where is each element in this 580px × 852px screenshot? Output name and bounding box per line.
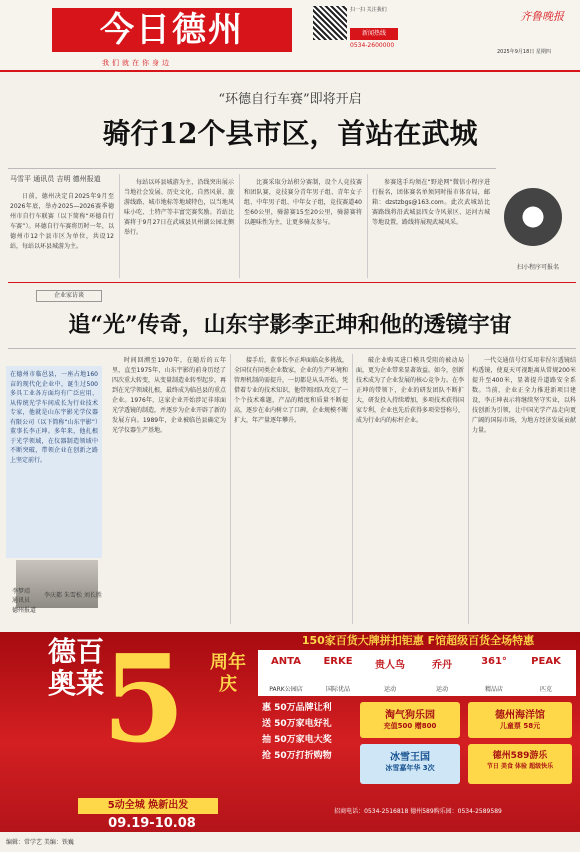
brand-sub-label: 运动 bbox=[383, 686, 396, 693]
wechat-qr-code bbox=[313, 6, 347, 40]
article2-headline: 追“光”传奇，山东宇影李正坤和他的透镜宇宙 bbox=[68, 312, 512, 338]
brand-sub-label: 国际优品 bbox=[325, 686, 350, 693]
section-tag: 企业家访谈 bbox=[36, 290, 102, 302]
masthead-logo: 今日德州 bbox=[52, 8, 292, 52]
brand-strip bbox=[258, 650, 576, 696]
article2-column-3: 破企业购买进口模具受阻的被动局面，更为企业带来显著效益。如今，创新技术成为了企业发展的核心竞争力。在李正坤的带领下，企业的研发团队不断扩大，研发投入持续增加，多项技术获得国家专利，企业也先后获得多项荣誉称号，成为行业内的标杆企业。 bbox=[356, 357, 464, 424]
article1-column-3: 比赛采取分站积分赛制，设个人竞技赛和团队赛，竞技赛分青年男子组、青年女子组、中年男子组、中年女子组，竞技赛道40至60公里，骑游赛15至20公里，骑游赛将以趣味性为主，让更多骑友参与。 bbox=[244, 179, 362, 226]
article1-headline: 骑行12个县市区，首站在武城 bbox=[102, 117, 478, 150]
divider bbox=[367, 174, 368, 278]
article2-column-2: 接手后，董事长李正坤面临众多挑战，全国仅有同类企业数家，企业的生产环境和管理机制尚需提升，一切都是从头开始。凭借着专业的技术知识，他带领团队攻克了一个个技术难题，产品的精度和质量不断提高，逐步在业内树立了口碑，企业规模不断扩大，年产量逐年攀升。 bbox=[234, 357, 348, 424]
brand-logo-qiaodan: 乔丹 bbox=[432, 660, 452, 671]
mini-program-qr-code bbox=[504, 188, 562, 246]
masthead-rule bbox=[0, 70, 580, 72]
ad-panel-amusement: 德州589游乐 节日 美食 体验 超级快乐 bbox=[468, 744, 572, 784]
divider bbox=[230, 354, 231, 624]
paper-name: 齐鲁晚报 bbox=[520, 10, 564, 23]
brand-sub-label: PARK公园店 bbox=[269, 686, 303, 693]
article2-column-4: 一代交通信号灯采用非涅尔透镜结构透镜，使夏天可视距离从常规200米提升至400米，显著提升道路安全系数。当前，企业正全力推进新项目建设，李正坤表示将继续坚守实业，以科技创新为引领，让中国光学产品走向更广阔的国际市场，为地方经济发展贡献力量。 bbox=[472, 357, 576, 434]
brand-logo-anta: ANTA bbox=[271, 656, 301, 667]
masthead-slogan: 我们就在你身边 bbox=[102, 59, 172, 67]
ad-panel-playground: 淘气狗乐园 充值500 赠800 bbox=[360, 702, 460, 738]
photo-caption-role: 通讯员 bbox=[12, 597, 31, 604]
brand-logo-erke: ERKE bbox=[323, 656, 353, 667]
ad-anniversary-text: 周年庆 bbox=[210, 652, 246, 695]
article1-column-2: 每站以环县城游为主，沿线突出展示当地社会发展、历史文化、自然风景、旅游线路、城市地标等地域特色，以当地风味小吃、土特产等丰富完赛奖励。首站比赛将于9月27日在武城县贝州湖公园北侧举行。 bbox=[124, 179, 234, 236]
divider bbox=[8, 348, 576, 349]
divider bbox=[119, 174, 120, 278]
brand-logo-guirenniao: 贵人鸟 bbox=[375, 660, 405, 671]
divider bbox=[8, 168, 496, 169]
article1-column-1: 日前，德州决定自2025年9月至2026年底，举办2025—2026赛季德州市自行车联赛（以下简称“环德自行车赛”）。环德自行车赛将历时一年，以德州市12个县市区为单位，共设12站，每站以环县城游为主。 bbox=[10, 193, 114, 250]
article1-byline: 马雪平 通讯员 吉明 德州报道 bbox=[10, 175, 101, 183]
brand-logo-peak: PEAK bbox=[531, 656, 561, 667]
brand-logo-361: 361° bbox=[481, 656, 507, 667]
ad-brand-name: 德百奥莱 bbox=[47, 635, 104, 700]
article1-column-4: 参赛选手均须在“野途网”微信小程序进行报名，团体赛名单须同时报市体育局，邮箱：dzstzbgs@163.com。此次武城站比赛路线将沿武城县四女寺风景区、运河古城等地设置，路线将展现武城风采。 bbox=[372, 179, 490, 226]
ad-anniversary-number: 5 bbox=[102, 629, 186, 770]
photo-caption-location: 德州报道 bbox=[12, 607, 37, 614]
coupon-line: 送 50万家电好礼 bbox=[262, 719, 332, 729]
article1-kicker: “环德自行车赛”即将开启 bbox=[218, 92, 362, 107]
ad-top-line: 150家百货大牌拼扣钜惠 F馆超级百货全场特惠 bbox=[301, 634, 535, 647]
brand-sub-label: 匹克 bbox=[539, 686, 552, 693]
qr-label: 扫一扫 关注我们 bbox=[350, 7, 387, 13]
divider bbox=[239, 174, 240, 278]
editor-note-box: 在德州市临邑县，一座占地160亩的现代化企业中，诞生过500多具工业各方面均有广泛应用、从传统光学车间成长为行业技术专家，他就是山东宇影光学仪器有限公司（以下简称“山东宇影”）董事长李正坤。多年来，他扎根于光学领域，在仪器制造领域中不断突破，带领企业在创新之路上坚定前行。 bbox=[6, 366, 102, 558]
ad-hotline: 招商电话：0534-2516818 德州589购乐园：0534-2589589 bbox=[334, 808, 502, 815]
photo-caption-name: 李梦靖 bbox=[12, 588, 31, 595]
coupon-line: 抢 50万打折购物 bbox=[262, 751, 332, 761]
article2-column-1: 时间回溯至1970年，在随后的五年里，直至1975年，山东宇影的前身历经了四次重大转变，从变量制造业转型起步，再到在光学领域扎根，最终成为临邑县的重点企业。1976年，这家企业开始涉足非球面光学透镜的制造，并逐步为企业开辟了新的发展方向。1989年，企业被临邑县确定为光学仪器生产基地。 bbox=[112, 357, 226, 434]
hotline-number: 0534-2600000 bbox=[350, 42, 395, 49]
ad-panel-aquarium: 德州海洋馆 儿童票 58元 bbox=[468, 702, 572, 738]
brand-sub-label: 运动 bbox=[435, 686, 448, 693]
brand-sub-label: 精品店 bbox=[484, 686, 503, 693]
divider bbox=[352, 354, 353, 624]
coupon-line: 抽 50万家电大奖 bbox=[262, 735, 332, 745]
hotline-label: 新闻热线 bbox=[350, 28, 398, 40]
issue-date: 2025年9月18日 星期四 bbox=[497, 49, 551, 55]
coupon-line: 惠 50万品牌让利 bbox=[262, 703, 332, 713]
mini-program-qr-label: 扫小程序可报名 bbox=[516, 264, 559, 271]
section-rule bbox=[8, 282, 576, 283]
ad-dates: 09.19-10.08 bbox=[108, 816, 196, 831]
ad-campaign: 5动全城 焕新出发 bbox=[78, 798, 218, 814]
page-footer: 编辑：常学艺 美编：铁巍 bbox=[0, 834, 580, 852]
photo-caption-names: 李庆都 朱雪松 刘长胜 bbox=[44, 592, 102, 599]
ad-panel-ice-kingdom: 冰雪王国 冰雪嘉年华 3次 bbox=[360, 744, 460, 784]
divider bbox=[468, 354, 469, 624]
